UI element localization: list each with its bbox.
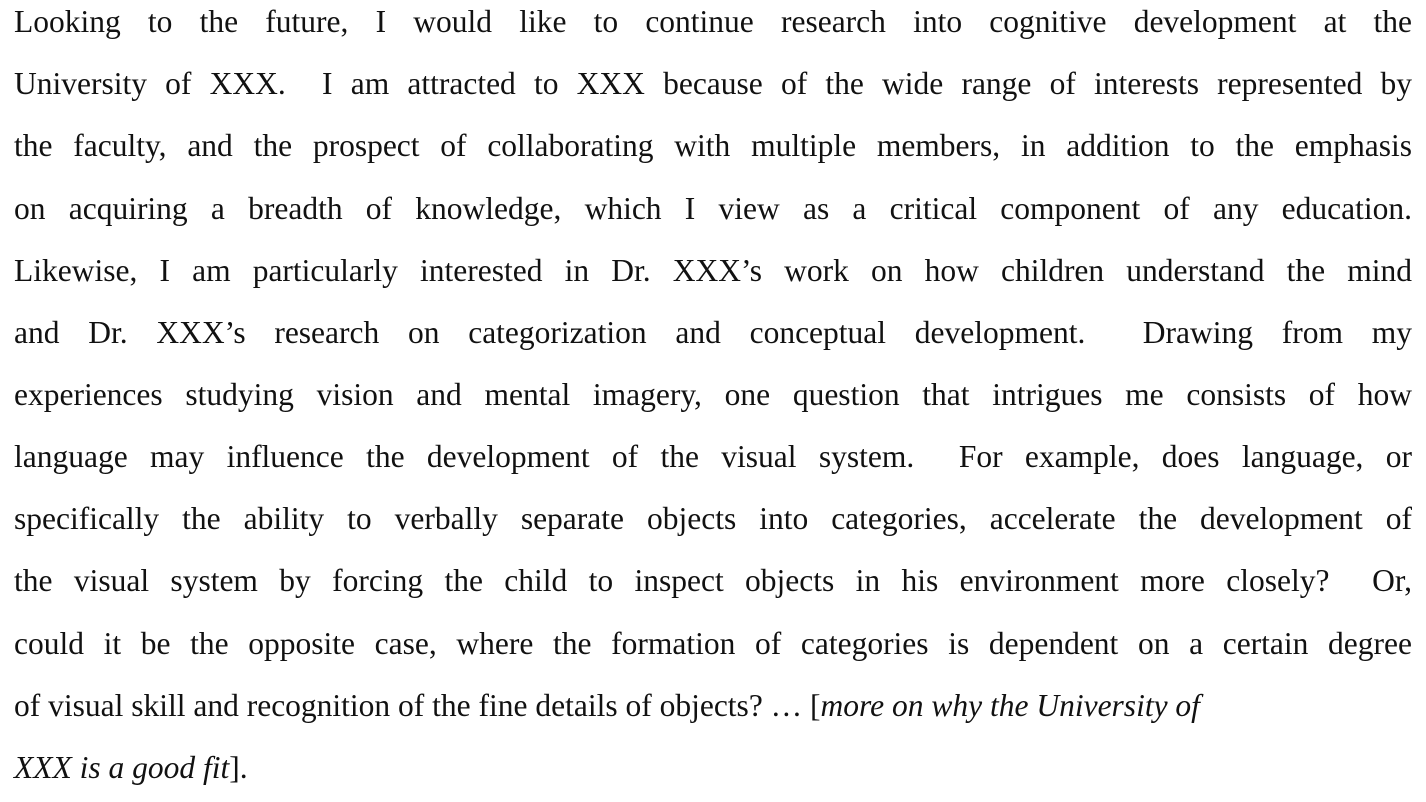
paragraph-line: and Dr. XXX’s research on categorization and conceptual development. Drawing from my xyxy=(14,315,1412,350)
paragraph-line: on acquiring a breadth of knowledge, which I view as a critical component of any education. xyxy=(14,191,1412,226)
line-text: of visual skill and recognition of the fine details of objects? … [ xyxy=(14,688,821,723)
paragraph-line xyxy=(14,686,1200,726)
paragraph-line: language may influence the development of the visual system. For example, does language, or xyxy=(14,439,1412,474)
paragraph-line: specifically the ability to verbally separate objects into categories, accelerate the development of xyxy=(14,501,1412,536)
paragraph-line: the faculty, and the prospect of collaborating with multiple members, in addition to the emphasis xyxy=(14,128,1412,163)
italic-placeholder-text: XXX is a good fit xyxy=(14,750,230,785)
paragraph-line: could it be the opposite case, where the formation of categories is dependent on a certain degree xyxy=(14,626,1412,661)
paragraph-line: Likewise, I am particularly interested in Dr. XXX’s work on how children understand the mind xyxy=(14,253,1412,288)
line-text: ]. xyxy=(229,750,248,785)
italic-placeholder-text: more on why the University of xyxy=(820,688,1200,723)
paragraph-line: experiences studying vision and mental imagery, one question that intrigues me consists of how xyxy=(14,377,1412,412)
paragraph-line: Looking to the future, I would like to continue research into cognitive development at the xyxy=(14,4,1412,39)
paragraph-line xyxy=(14,748,248,788)
paragraph-line: University of XXX. I am attracted to XXX because of the wide range of interests represented by xyxy=(14,66,1412,101)
paragraph-line: the visual system by forcing the child to inspect objects in his environment more closely? Or, xyxy=(14,563,1412,598)
